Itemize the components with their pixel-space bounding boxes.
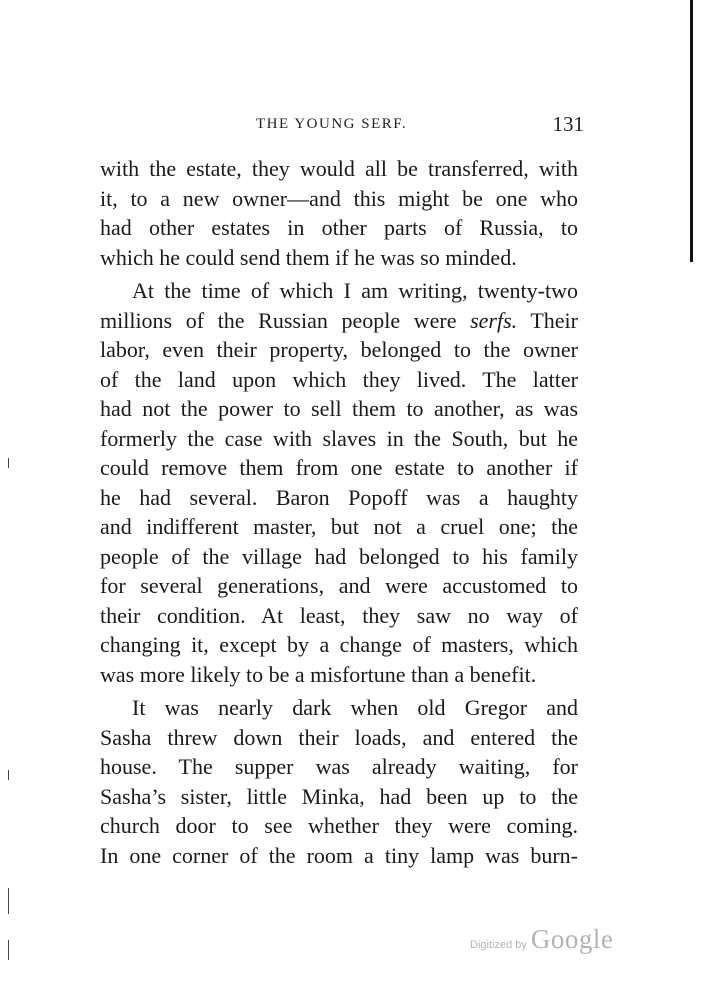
text-line: which he could send them if he was so minded. [100, 244, 517, 270]
margin-mark [8, 888, 9, 914]
margin-mark [8, 770, 9, 780]
google-logo: Google [530, 924, 614, 954]
text-line [100, 306, 578, 336]
text-line: Sasha’s sister, little Minka, had been up to the [100, 783, 578, 809]
text-line: could remove them from one estate to another if [100, 455, 578, 480]
paragraph [100, 154, 578, 272]
paragraph [100, 693, 578, 870]
watermark-prefix: Digitized by [470, 939, 527, 951]
text-line: and indifferent master, but not a cruel one; the [100, 514, 578, 539]
text-line: people of the village had belonged to his family [100, 543, 578, 569]
text-line: In one corner of the room a tiny lamp was burn- [100, 842, 578, 868]
digitized-by-google-watermark [470, 924, 613, 955]
text-line: of the land upon which they lived. The latter [100, 366, 578, 392]
page-header [100, 112, 586, 140]
text-line: At the time of which I am writing, twenty-two [132, 278, 578, 303]
running-head: THE YOUNG SERF. [256, 116, 408, 132]
text-line: had other estates in other parts of Russia, to [100, 215, 578, 240]
page-edge-line [690, 0, 693, 262]
text-segment: millions of the Russian people were [100, 307, 471, 333]
text-line: house. The supper was already waiting, for [100, 754, 578, 779]
body-text [100, 154, 578, 870]
text-line: labor, even their property, belonged to the owner [100, 337, 578, 362]
text-line: It was nearly dark when old Gregor and [132, 695, 578, 720]
text-line: it, to a new owner—and this might be one who [100, 185, 578, 211]
text-line: with the estate, they would all be transferred, with [100, 156, 578, 181]
text-line: he had several. Baron Popoff was a haughty [100, 484, 578, 510]
paragraph [100, 276, 578, 689]
text-line: changing it, except by a change of masters, which [100, 632, 578, 657]
margin-mark [8, 458, 9, 468]
text-line: for several generations, and were accustomed to [100, 573, 578, 598]
text-line: their condition. At least, they saw no way of [100, 602, 578, 628]
text-line: was more likely to be a misfortune than a benefit. [100, 661, 537, 687]
text-segment: Their [517, 307, 578, 333]
emphasis-text: serfs. [470, 307, 518, 333]
text-line: formerly the case with slaves in the South, but he [100, 425, 578, 451]
margin-mark [8, 940, 9, 960]
page-number: 131 [552, 112, 584, 136]
text-line: had not the power to sell them to another, as was [100, 396, 578, 421]
text-line: Sasha threw down their loads, and entered the [100, 724, 578, 750]
text-line: church door to see whether they were coming. [100, 813, 578, 838]
